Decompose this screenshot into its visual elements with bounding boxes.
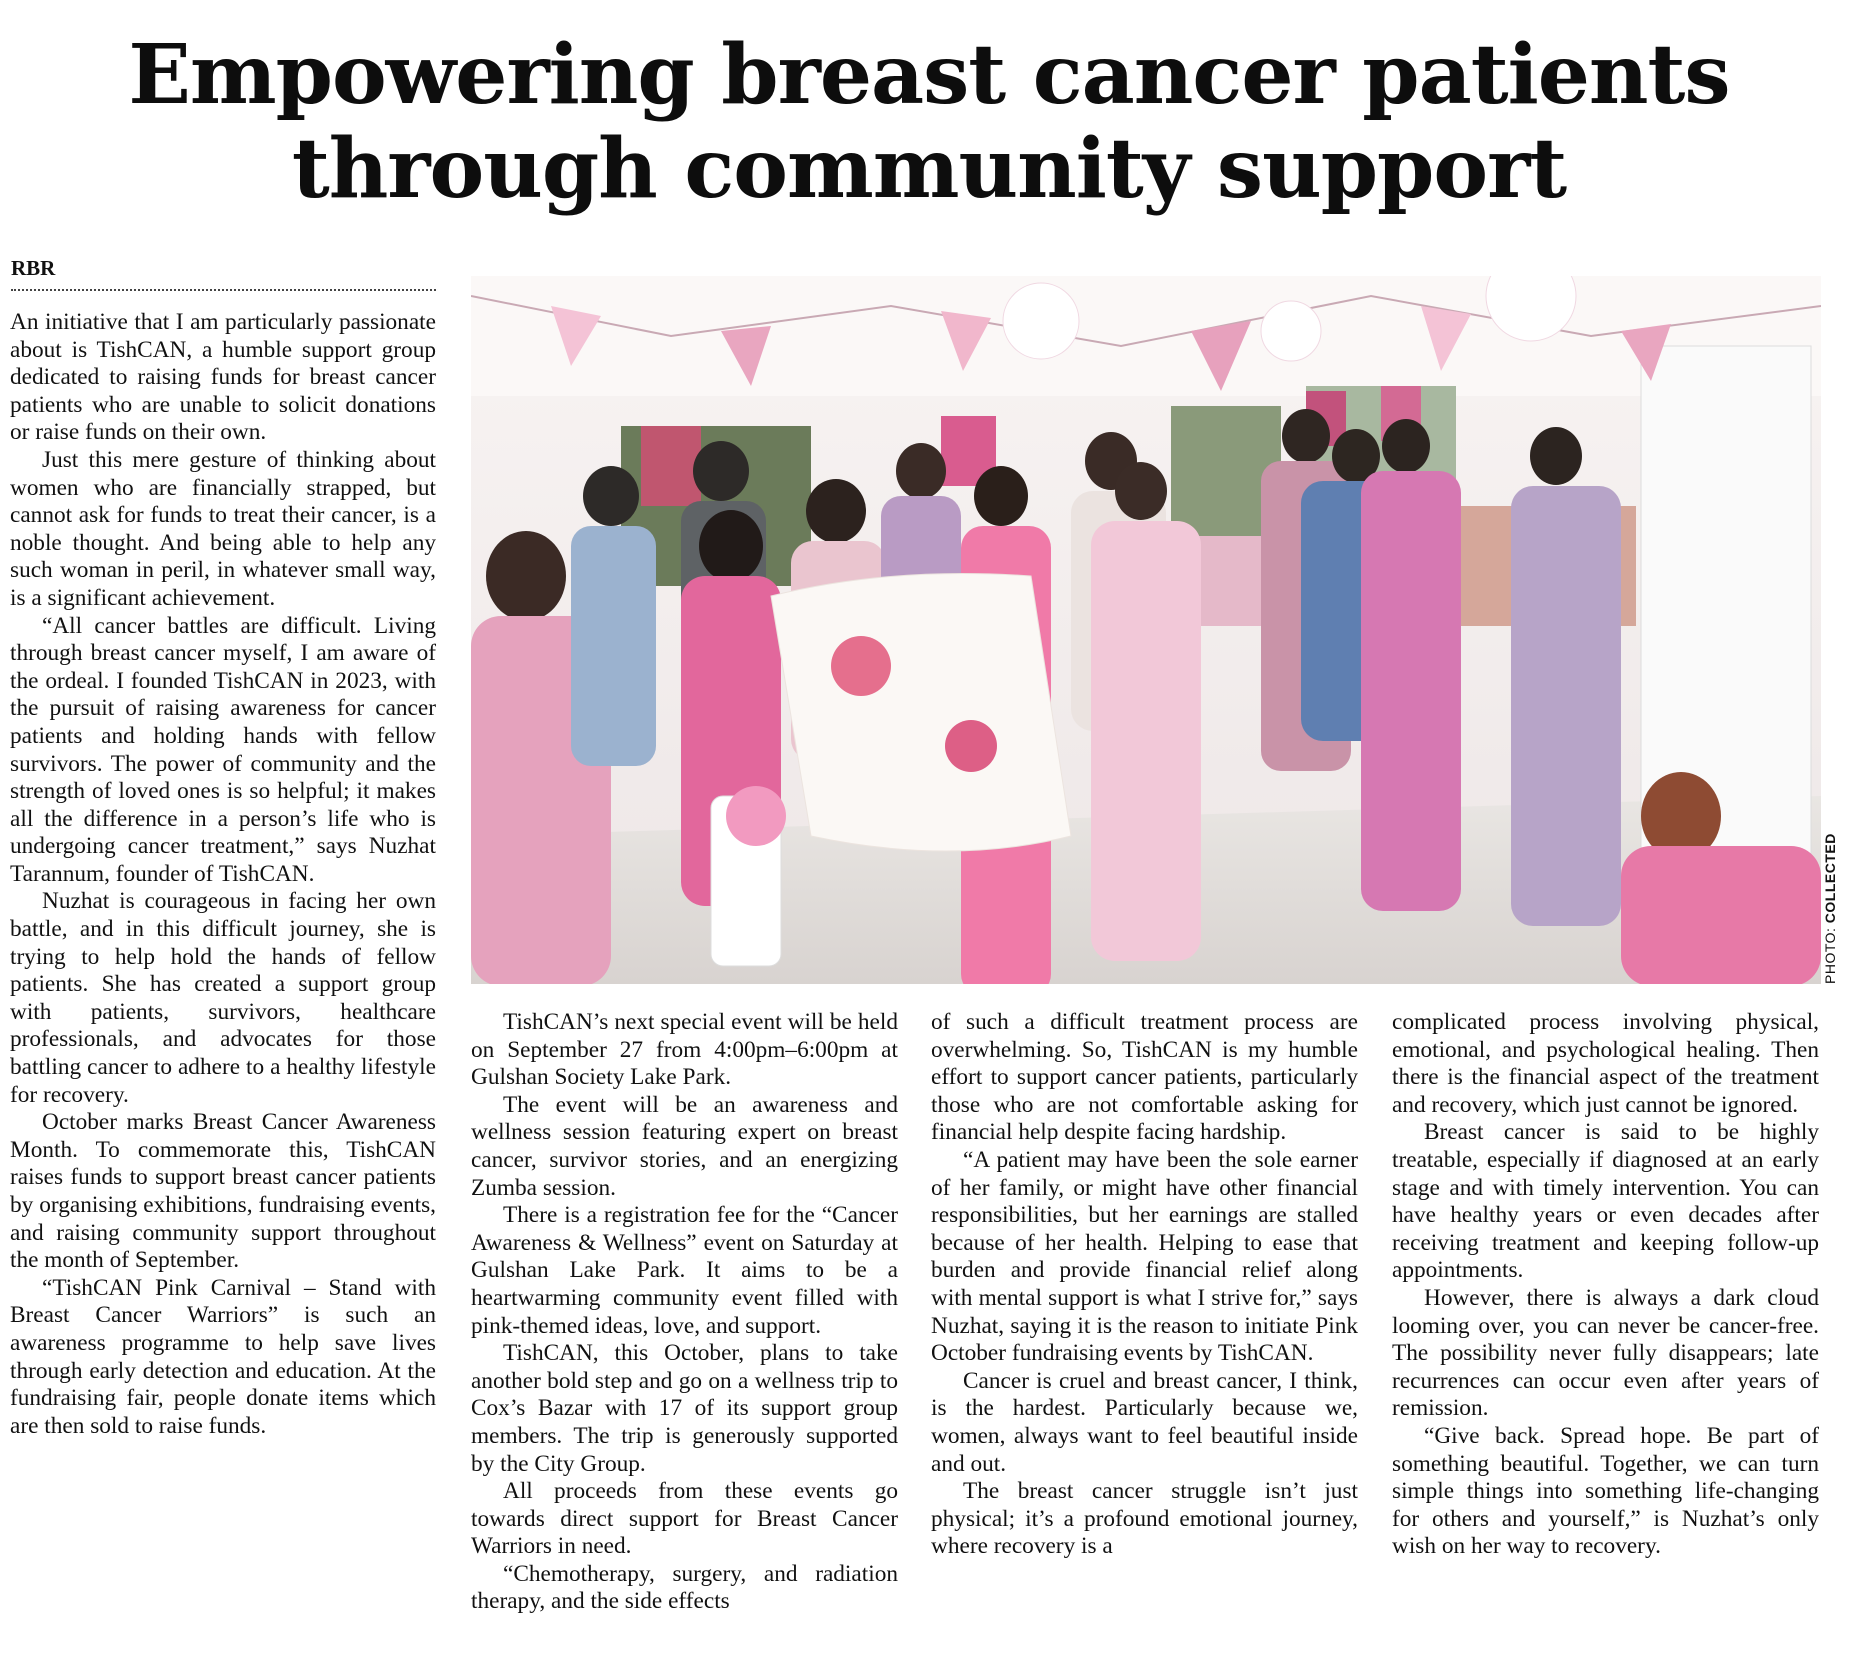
paragraph: An initiative that I am particularly passionate about is TishCAN, a humble support group dedicated to raising funds for breast cancer patients who are unable to solicit donations or raise funds on their own. <box>10 309 436 446</box>
paragraph: complicated process involving physical, emotional, and psychological healing. Then there is the financial aspect of the treatment and recovery, which just cannot be ignored. <box>1392 1009 1819 1118</box>
event-photo <box>471 276 1821 984</box>
paragraph: “A patient may have been the sole earner of her family, or might have other financial responsibilities, but her earnings are stalled because of her health. Helping to ease that burden and provide financial relief along with mental support is what I strive for,” says Nuzhat, saying it is the reason to initiate Pink October fundraising events by TishCAN. <box>931 1146 1358 1367</box>
headline <box>0 28 1858 216</box>
paragraph: Breast cancer is said to be highly treatable, especially if diagnosed at an early stage and with timely intervention. You can have healthy years or even decades after receiving treatment and keeping follow-up appointments. <box>1392 1119 1819 1284</box>
photo-credit-name: COLLECTED <box>1822 833 1838 924</box>
headline-line-2: through community support <box>291 121 1567 217</box>
paragraph: “Give back. Spread hope. Be part of something beautiful. Together, we can turn simple things into something life-changing for others and yourself,” is Nuzhat’s only wish on her way to recovery. <box>1392 1422 1819 1560</box>
article-column-2 <box>471 1009 898 1659</box>
paragraph: “Chemotherapy, surgery, and radiation therapy, and the side effects <box>471 1560 898 1615</box>
paragraph: TishCAN, this October, plans to take another bold step and go on a wellness trip to Cox’s Bazar with 17 of its support group members. The trip is generously supported by the City Group. <box>471 1340 898 1477</box>
headline-line-1: Empowering breast cancer patients <box>128 27 1730 123</box>
paragraph: October marks Breast Cancer Awareness Month. To commemorate this, TishCAN raises funds to support breast cancer patients by organising exhibitions, fundraising events, and raising community support throughout the month of September. <box>10 1109 436 1274</box>
paragraph: The breast cancer struggle isn’t just physical; it’s a profound emotional journey, where recovery is a <box>931 1478 1358 1560</box>
paragraph: “TishCAN Pink Carnival – Stand with Breast Cancer Warriors” is such an awareness programme to help save lives through early detection and education. At the fundraising fair, people donate items which are then sold to raise funds. <box>10 1274 436 1439</box>
paragraph: Cancer is cruel and breast cancer, I think, is the hardest. Particularly because we, women, always want to feel beautiful inside and out. <box>931 1367 1358 1477</box>
photo-credit <box>1822 833 1838 984</box>
paragraph: Nuzhat is courageous in facing her own battle, and in this difficult journey, she is trying to help hold the hands of fellow patients. She has created a support group with patients, survivors, healthcare professionals, and advocates for those battling cancer to adhere to a healthy lifestyle for recovery. <box>10 888 436 1108</box>
paragraph: Just this mere gesture of thinking about women who are financially strapped, but cannot ask for funds to treat their cancer, is a noble thought. And being able to help any such woman in peril, in whatever small way, is a significant achievement. <box>10 446 436 611</box>
article-column-1 <box>10 309 436 1659</box>
paragraph: The event will be an awareness and wellness session featuring expert on breast cancer, survivor stories, and an energizing Zumba session. <box>471 1091 898 1201</box>
photo-credit-label: PHOTO: <box>1822 927 1838 984</box>
paragraph: of such a difficult treatment process are overwhelming. So, TishCAN is my humble effort to support cancer patients, particularly those who are not comfortable asking for financial help despite facing hardship. <box>931 1009 1358 1146</box>
paragraph: There is a registration fee for the “Cancer Awareness & Wellness” event on Saturday at Gulshan Lake Park. It aims to be a heartwarming community event filled with pink-themed ideas, love, and support. <box>471 1202 898 1339</box>
paragraph: TishCAN’s next special event will be held on September 27 from 4:00pm–6:00pm at Gulshan Society Lake Park. <box>471 1009 898 1091</box>
paragraph: However, there is always a dark cloud looming over, you can never be cancer-free. The possibility never fully disappears; late recurrences can occur even after years of remission. <box>1392 1284 1819 1422</box>
byline: RBR <box>11 256 56 280</box>
paragraph: “All cancer battles are difficult. Living through breast cancer myself, I am aware of the ordeal. I founded TishCAN in 2023, with the pursuit of raising awareness for cancer patients and holding hands with fellow survivors. The power of community and the strength of loved ones is so helpful; it makes all the difference in a person’s life who is undergoing cancer treatment,” says Nuzhat Tarannum, founder of TishCAN. <box>10 612 436 887</box>
article-column-3 <box>931 1009 1358 1659</box>
paragraph: All proceeds from these events go towards direct support for Breast Cancer Warriors in need. <box>471 1478 898 1560</box>
byline-divider <box>11 289 436 291</box>
article-column-4 <box>1392 1009 1819 1659</box>
